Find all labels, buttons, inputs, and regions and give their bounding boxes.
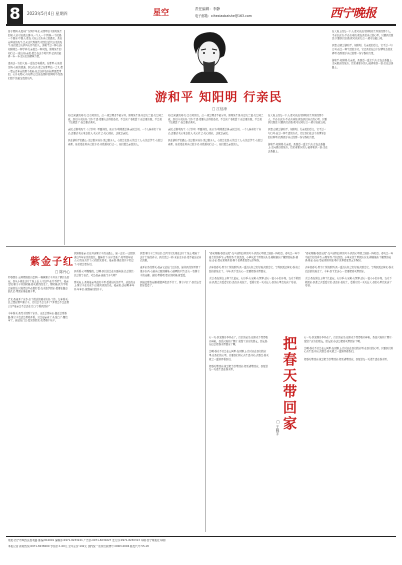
page-number-badge: 8 — [7, 4, 23, 24]
article2-author: □ 陈丹心 — [55, 270, 70, 274]
section-name: 星空 — [153, 7, 169, 17]
article2-body-right: 我想,紫金子之所以红,是因为它扎根在这片土地上,吸收了这片土地的养分。我们也是一样,无论走多远,都不能忘记自己的根。 离开家乡的那天,母亲又站在门口送我。她往我的包里塞了很多东西,有她自己做的腌菜,有她晒的干货,还有一包紫金子的花瓣。她说,带着吧,想家的时候,就看看。 我接过那包花瓣,眼泪再也忍不住了。紫金子红了,我也该常回家看看了。 — [140, 252, 202, 288]
article1-body-right: 在大地上的每一个人,都可以成为阳明先生所说的那个人。不必去远方,不必去寻找,就在我们自己的心里。只要我们愿意,只要我们去做,就可以知行合一,就可以致良知。 我想,这就是游和平、知阳明、行亲民的意义。它不是一句口号,而是一种生活的方式。它让我们在这个纷繁复杂的世界里,找到属于自己的那一份宁静和力量。 游和平,知阳明,行亲民。我愿意一直走下去,走在这条路上,走向更远的地方。也希望更多的人,能够和我一起,走在这条路上。 — [268, 114, 328, 153]
portrait-illustration — [186, 28, 231, 83]
footer-rule — [6, 536, 396, 537]
article1-author: □ 江信涛 — [212, 107, 227, 111]
article3-body-top-right: "春光明媚,春意盎然",每当读到这样的句子,我的心里就会涌起一阵暖意。春天是一年中最美好的季节,万物复苏,生机勃勃。小草从泥土里探出头来,柳树抽出了嫩绿的枝条,桃花,杏花,梨花竞相开放,整个世界都变得五彩缤纷。 去年的春天,因为工作的原因,我一直没有机会好好地去感受它。等到我回过神来,春天已经悄悄地走了。今年,我下定决心,一定要把春天带回家。 于是,我在阳台上种了几盆花。有月季,有茉莉,有绿萝,还有一盆小小的多肉。每天下班回家,我都会去看看它们,浇浇水,松松土。看着它们一天天长大,我的心里也充满了希望。 — [305, 252, 394, 288]
email-line: 电子邮箱：xihexiaobaishe@163.com — [195, 14, 252, 18]
article1-divider — [64, 30, 65, 245]
article2-body-mid: 我陪着母亲,走在开满紫金子的山路上。她一边走,一边给我讲这些年家乡的变化。路修好了,房子盖新了,村里的年轻人,有的出去打工,有的回来创业。母亲说,现在的日子好过了,可就是想你们。 我听着,心里酸酸的。是啊,我们总是在外面奔波,总是说忙,总是说等以后。可是母亲,她能等多久呢? 那天晚上,我和母亲坐在院子里,看着满天的星星。远处的山上,紫金子在月光下,泛着淡淡的红光。母亲说,这花啊,年年开,年年红,就像咱们的日子。 — [74, 252, 136, 291]
article3-author: □ 王晓宇 — [276, 420, 280, 436]
article1-body-mid: 知,是知道的知;行,是行动的行。合一,就是两者不能分开。阳明先生说,知是行之始,行是知之成。我们今天读书,工作,生活,都要有这样的态度。不是读了书就算了,而是要去做。不是说了话就算了,而是要去落实。 亲民,是阳明先生《大学问》里面讲的。他认为,明明德是体,亲民是用。一个人修养好了自己,还要去关心身边的人,关心社会,关心国家。这就是亲民。 我在游和平的路上,走过很多地方,见过很多人。有的是农民,有的是工人,有的是学生,有的是老师。他们都在用自己的方式,实践着知行合一。他们都是亲民的人。 — [68, 114, 164, 146]
article1-body-center: 知,是知道的知;行,是行动的行。合一,就是两者不能分开。阳明先生说,知是行之始,行是知之成。我们今天读书,工作,生活,都要有这样的态度。不是读了书就算了,而是要去做。不是说了话就算了,而是要去落实。 亲民,是阳明先生《大学问》里面讲的。他认为,明明德是体,亲民是用。一个人修养好了自己,还要去关心身边的人,关心社会,关心国家。这就是亲民。 我在游和平的路上,走过很多地方,见过很多人。有的是农民,有的是工人,有的是学生,有的是老师。他们都在用自己的方式,实践着知行合一。他们都是亲民的人。 — [168, 114, 264, 146]
header-rule — [6, 24, 396, 26]
editor-line: 责任编辑：李静 — [195, 7, 221, 11]
section-rule-1 — [6, 246, 396, 247]
footer-line-1: 地址:西宁市城西区胜利路 邮编:810001 编辑部:0971-8233221 广告部:0971-8230227 发行部:0971-8230313 印刷:西宁晚报社印刷厂 — [8, 539, 168, 542]
article3-body-mid-right: 有一天,我发现月季开花了。红红的花朵,在阳光下显得格外鲜艳。我高兴地拍了照片,发给了远方的朋友。朋友说,你这是把春天带回家了啊。 是啊,春天不只是在公园里,在田野上,也可以在我们的家里,在我们的心里。只要我们用心去生活,用心去感受,春天就会一直陪伴着我们。 把春天带回家,就是把美好带回家,把希望带回家。我愿意每一天都生活在春天里。 — [304, 336, 394, 361]
footer-line-2: 本报记者 新闻热线:0971-8238000 零售价:1.00元 全年定价:192元 国内统一连续出版物号:CN63-0006 邮发代号:55-18 — [8, 545, 149, 548]
article2-body-left: 仲春四月,云雾缭绕的山峦间,一株株紫金子开出了紫红色的花。我从小就在这片土地上长大,对这些花并不陌生。母亲常说,紫金子开的时候,春天就真的来了。那时候,我并不明白她的话,只觉得这些花很好看,每天放学回家,都要在路边摘几朵,带回家插在瓶子里。 后来,我离开了家乡,去了很远的城市读书,工作。每年春天,总会想起那些紫金子。它们是不是又开了?开得是不是还那么好?母亲是不是还在门口,等着我回家? 今年春天,我终于回到了家乡。山还是那座山,路还是那条路,紫金子也还是那样开着。只是母亲老了,头发白了,腰也弯了。她站在门口,看见我回来,笑得像个孩子。 — [8, 276, 70, 323]
article1-body-far-right: 在大地上的每一个人,都可以成为阳明先生所说的那个人。不必去远方,不必去寻找,就在我们自己的心里。只要我们愿意,只要我们去做,就可以知行合一,就可以致良知。 我想,这就是游和平、知阳明、行亲民的意义。它不是一句口号,而是一种生活的方式。它让我们在这个纷繁复杂的世界里,找到属于自己的那一份宁静和力量。 游和平,知阳明,行亲民。我愿意一直走下去,走在这条路上,走向更远的地方。也希望更多的人,能够和我一起,走在这条路上。 — [332, 30, 394, 69]
article1-title: 游和平 知阳明 行亲民 — [155, 90, 283, 104]
date-line: 2023年5月4日 星期四 — [27, 11, 68, 16]
article1-body-left: 吾于期间,从贵州广东到中华北,从那里去王阳明先生的知,大家可以做点事;从一个人,一个团体,一个民族,一个国家;中国人,都在大地上走出自己的路来。我以前拜读的先生,是从古代到现代,特别是近代以来的先生,他们都是有担当有作为的人。游和平是一种心态;知阳明是一种学问;行亲民是一种实践。阳明先生的知行合一,致良知,亲民,都是在这个时代里,让我们能够一步一步走出来的精神力量。 贵州这一方的大地,一直在召唤着我。在那里,有他的龙场,有他的悟道。我每次去,都会在那里站一会儿,想一想五百年前的那个夜晚,他是怎样在石棺里面思考的。心外无物,心外无理,这是他在那样的困境中,给我们留下的最宝贵的东西。 — [8, 30, 63, 80]
article3-body-top-left: "春光明媚,春意盎然",每当读到这样的句子,我的心里就会涌起一阵暖意。春天是一年中最美好的季节,万物复苏,生机勃勃。小草从泥土里探出头来,柳树抽出了嫩绿的枝条,桃花,杏花,梨花竞相开放,整个世界都变得五彩缤纷。 去年的春天,因为工作的原因,我一直没有机会好好地去感受它。等到我回过神来,春天已经悄悄地走了。今年,我下定决心,一定要把春天带回家。 于是,我在阳台上种了几盆花。有月季,有茉莉,有绿萝,还有一盆小小的多肉。每天下班回家,我都会去看看它们,浇浇水,松松土。看着它们一天天长大,我的心里也充满了希望。 — [209, 252, 301, 284]
article2-title: 紫金子红 — [30, 257, 74, 268]
masthead-title: 西宁晚报 — [330, 6, 377, 20]
column-divider — [205, 250, 206, 532]
article3-body-mid-left: 有一天,我发现月季开花了。红红的花朵,在阳光下显得格外鲜艳。我高兴地拍了照片,发给了远方的朋友。朋友说,你这是把春天带回家了啊。 是啊,春天不只是在公园里,在田野上,也可以在我们的家里,在我们的心里。只要我们用心去生活,用心去感受,春天就会一直陪伴着我们。 把春天带回家,就是把美好带回家,把希望带回家。我愿意每一天都生活在春天里。 — [209, 336, 269, 372]
article3-title: 把春天带回家 — [281, 336, 297, 432]
